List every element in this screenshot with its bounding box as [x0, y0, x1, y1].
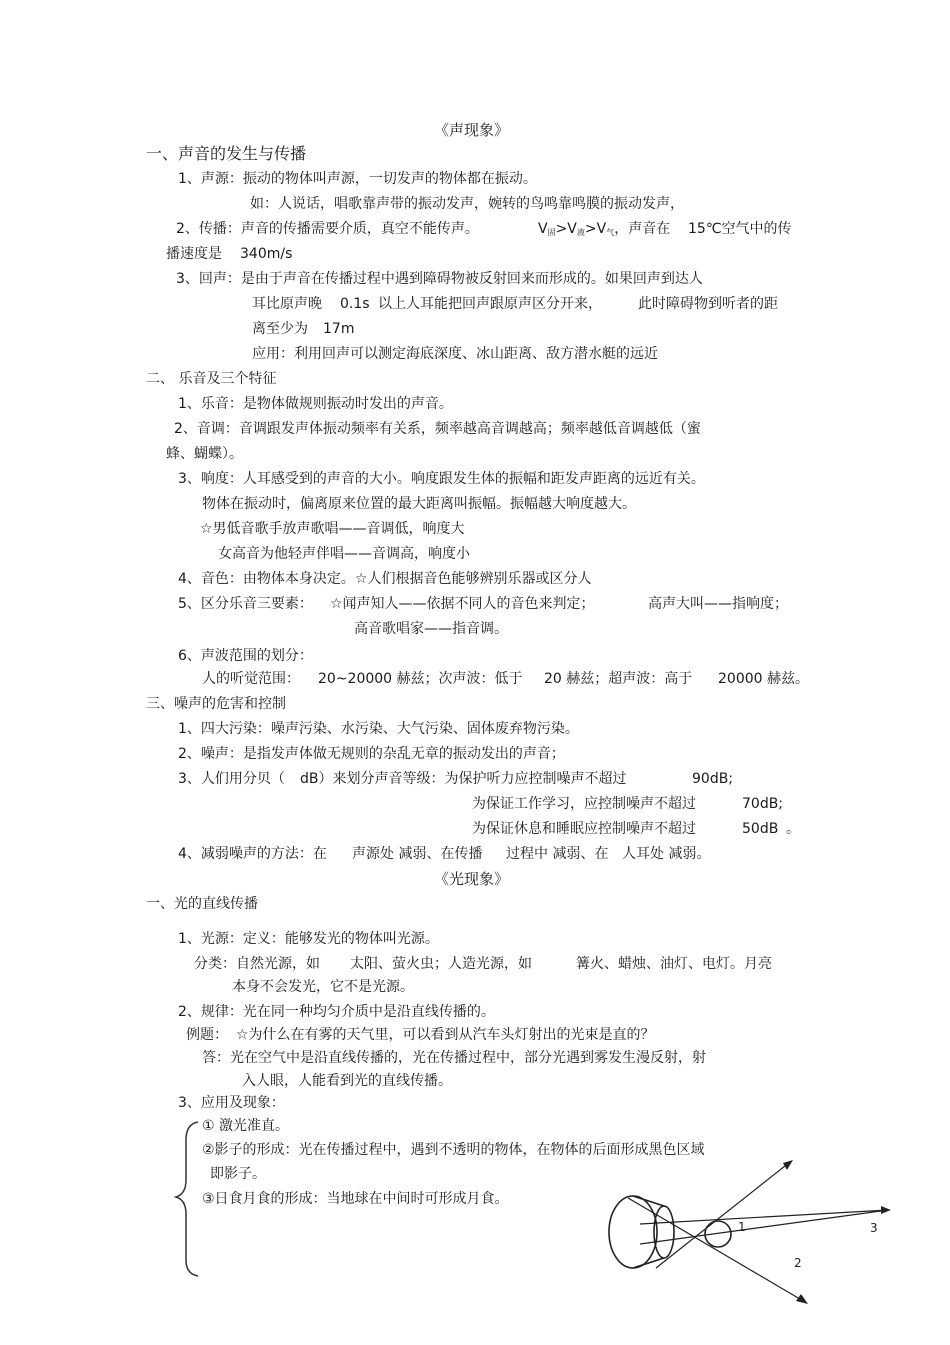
noise-reduction-c: 过程中 减弱、在 [506, 846, 609, 862]
three-elements-pitch: 高音歌唱家——指音调。 [354, 621, 508, 637]
sleep-limit-value: 50dB [742, 821, 779, 837]
sound-title: 《声现象》 [434, 121, 510, 139]
amplitude-text: 物体在振动时，偏离原来位置的最大距离叫振幅。振幅越大响度越大。 [202, 496, 636, 512]
sound-source-text: 1、声源：振动的物体叫声源，一切发声的物体都在振动。 [178, 171, 537, 187]
section-heading-musical-tone: 二、 乐音及三个特征 [146, 371, 277, 387]
cylinder-icon [609, 1196, 674, 1268]
loudness-text: 3、响度：人耳感受到的声音的大小。响度跟发生体的振幅和距发声距离的远近有关。 [178, 471, 705, 487]
three-elements-label: 5、区分乐音三要素： [178, 596, 313, 612]
work-limit-text: 为保证工作学习，应控制噪声不超过 [472, 796, 696, 812]
hearing-range-label: 人的听觉范围： [202, 671, 300, 687]
light-source-class-d: 本身不会发光，它不是光源。 [232, 979, 414, 995]
echo-application: 应用：利用回声可以测定海底深度、冰山距离、敌方潜水艇的远近 [252, 346, 658, 362]
application-laser: ① 激光准直。 [202, 1118, 290, 1134]
propagation-speed-value: 340m/s [240, 246, 293, 262]
propagation-speed-label: 播速度是 [166, 246, 222, 262]
echo-distance: 17m [323, 321, 355, 337]
propagation-temp: 15℃空气中的传 [688, 221, 792, 237]
section-heading-noise: 三、噪声的危害和控制 [146, 696, 286, 712]
hearing-range-value: 20~20000 赫兹；次声波：低于 [318, 671, 523, 687]
echo-time: 0.1s [340, 296, 370, 312]
decibel-text-a: 3、人们用分贝（ [178, 771, 285, 787]
application-eclipse: ③日食月食的形成：当地球在中间时可形成月食。 [202, 1191, 509, 1207]
light-title: 《光现象》 [434, 870, 510, 888]
pitch-text-2: 蜂、蝴蝶）。 [166, 446, 243, 462]
propagation-text: 2、传播：声音的传播需要介质，真空不能传声。 [176, 221, 479, 237]
ultrasound-value: 20000 赫兹。 [718, 671, 809, 687]
sound-wave-range-label: 6、声波范围的划分： [178, 648, 313, 664]
label-2: 2 [794, 1256, 802, 1270]
curly-brace [176, 1122, 198, 1276]
applications-label: 3、应用及现象： [178, 1095, 285, 1111]
decibel-text-b: dB）来划分声音等级：为保护听力应控制噪声不超过 [300, 771, 627, 787]
noise-reduction-b: 声源处 减弱、在传播 [352, 846, 483, 862]
application-shadow-2: 即影子。 [210, 1166, 266, 1182]
sleep-limit-end: 。 [786, 821, 800, 837]
work-limit-value: 70dB; [742, 796, 784, 812]
three-elements-loudness: 高声大叫——指响度； [648, 596, 788, 612]
example-label: 例题： [186, 1027, 228, 1043]
light-rule-text: 2、规律：光在同一种均匀介质中是沿直线传播的。 [178, 1004, 495, 1020]
light-source-class-a: 分类：自然光源，如 [194, 956, 320, 972]
example-question: ☆为什么在有雾的天气里，可以看到从汽车头灯射出的光束是直的？ [236, 1027, 655, 1043]
timbre-text: 4、音色：由物体本身决定。☆人们根据音色能够辨别乐器或区分人 [178, 571, 592, 587]
sound-source-example: 如：人说话，唱歌靠声带的振动发声，婉转的鸟鸣靠鸣膜的振动发声， [250, 196, 684, 212]
musical-tone-text: 1、乐音：是物体做规则振动时发出的声音。 [178, 396, 453, 412]
speed-comparison: $V_固>V_液>V_气$，声音在 [538, 221, 671, 237]
infrasound-value: 20 赫兹；超声波：高于 [544, 671, 693, 687]
sleep-limit-text: 为保证休息和睡眠应控制噪声不超过 [472, 821, 696, 837]
label-1: 1 [738, 1220, 746, 1234]
application-shadow: ②影子的形成：光在传播过程中，遇到不透明的物体，在物体的后面形成黑色区域 [202, 1142, 705, 1158]
echo-text-2a: 耳比原声晚 [252, 296, 322, 312]
three-elements-timbre: ☆闻声知人——依据不同人的音色来判定； [330, 596, 595, 612]
pitch-text: 2、音调：音调跟发声体振动频率有关系，频率越高音调越高；频率越低音调越低（蜜 [174, 421, 701, 437]
hearing-limit-value: 90dB; [692, 771, 734, 787]
label-3: 3 [870, 1221, 878, 1235]
section-heading-light-propagation: 一、光的直线传播 [146, 896, 258, 912]
light-source-class-c: 篝火、蜡烛、油灯、电灯。月亮 [576, 956, 772, 972]
four-pollutions-text: 1、四大污染：噪声污染、水污染、大气污染、固体废弃物污染。 [178, 721, 579, 737]
light-rays [628, 1162, 888, 1302]
noise-reduction-d: 人耳处 减弱。 [622, 846, 711, 862]
answer-text-2: 入人眼，人能看到光的直线传播。 [242, 1073, 452, 1089]
answer-text: 答：光在空气中是沿直线传播的，光在传播过程中，部分光遇到雾发生漫反射，射 [202, 1050, 706, 1066]
section-heading-sound-production: 一、声音的发生与传播 [146, 144, 307, 163]
light-source-definition: 1、光源：定义：能够发光的物体叫光源。 [178, 931, 439, 947]
bass-singer-example: ☆男低音歌手放声歌唱——音调低，响度大 [200, 521, 465, 537]
echo-text-3: 离至少为 [252, 321, 308, 337]
echo-text: 3、回声：是由于声音在传播过程中遇到障碍物被反射回来而形成的。如果回声到达人 [176, 271, 703, 287]
light-source-class-b: 太阳、萤火虫；人造光源，如 [350, 956, 532, 972]
noise-definition: 2、噪声：是指发声体做无规则的杂乱无章的振动发出的声音； [178, 746, 565, 762]
noise-reduction-a: 4、减弱噪声的方法：在 [178, 846, 327, 862]
echo-text-2b: 以上人耳能把回声跟原声区分开来， [378, 296, 602, 312]
echo-text-2c: 此时障碍物到听者的距 [638, 296, 778, 312]
soprano-example: 女高音为他轻声伴唱——音调高，响度小 [218, 546, 470, 562]
